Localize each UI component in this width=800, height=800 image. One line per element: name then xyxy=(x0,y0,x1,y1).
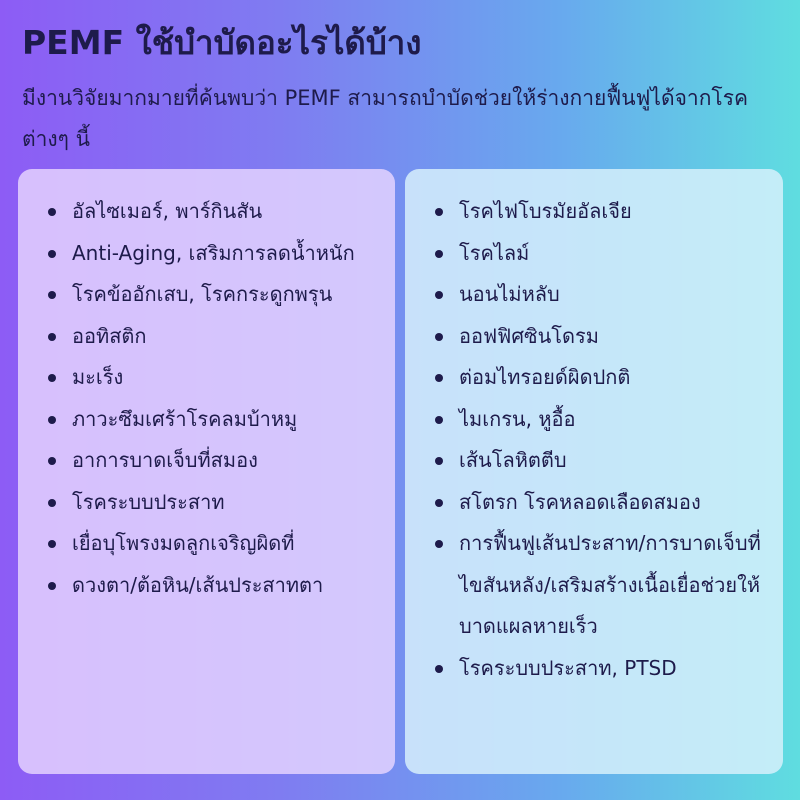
list-item-label: โรคระบบประสาท, PTSD xyxy=(459,655,677,680)
list-item xyxy=(40,565,385,607)
bullet-icon xyxy=(48,457,56,465)
bullet-icon xyxy=(48,540,56,548)
list-item-label: โรคระบบประสาท xyxy=(72,489,225,514)
list-item xyxy=(40,399,385,441)
bullet-icon xyxy=(435,374,443,382)
bullet-icon xyxy=(435,250,443,258)
list-item-label: ภาวะซึมเศร้าโรคลมบ้าหมู xyxy=(72,406,298,431)
bullet-icon xyxy=(435,416,443,424)
list-item xyxy=(40,191,385,233)
list-item-label: ต่อมไทรอยด์ผิดปกติ xyxy=(459,365,631,389)
bullet-icon xyxy=(48,208,56,216)
list-item xyxy=(427,399,773,441)
list-item-label: อาการบาดเจ็บที่สมอง xyxy=(72,448,258,472)
list-item xyxy=(427,523,773,648)
bullet-icon xyxy=(48,499,56,507)
list-item xyxy=(427,482,773,524)
list-item xyxy=(427,233,773,275)
list-item xyxy=(40,523,385,565)
list-item xyxy=(427,316,773,358)
list-item-label: โรคไฟโบรมัยอัลเจีย xyxy=(459,199,632,223)
page-title: PEMF ใช้บำบัดอะไรได้บ้าง xyxy=(22,23,422,62)
list-item xyxy=(427,191,773,233)
bullet-icon xyxy=(48,291,56,299)
list-item xyxy=(40,233,385,275)
right-conditions-list xyxy=(427,191,773,689)
list-item-label: โรคไลม์ xyxy=(459,240,530,265)
list-item-label: เยื่อบุโพรงมดลูกเจริญผิดที่ xyxy=(72,531,295,555)
list-item-label: เส้นโลหิตตีบ xyxy=(459,448,567,472)
list-item-label: ไมเกรน, หูอื้อ xyxy=(459,406,576,431)
bullet-icon xyxy=(435,333,443,341)
bullet-icon xyxy=(435,291,443,299)
bullet-icon xyxy=(48,582,56,590)
bullet-icon xyxy=(48,333,56,341)
left-conditions-card xyxy=(18,169,395,774)
bullet-icon xyxy=(435,457,443,465)
list-item xyxy=(40,316,385,358)
right-conditions-card xyxy=(405,169,783,774)
left-conditions-list xyxy=(40,191,385,606)
page-subtitle: มีงานวิจัยมากมายที่ค้นพบว่า PEMF สามารถบำบัดช่วยให้ร่างกายฟื้นฟูได้จากโรคต่างๆ นี้ xyxy=(22,86,749,151)
list-item-label: Anti-Aging, เสริมการลดน้ำหนัก xyxy=(72,240,355,265)
bullet-icon xyxy=(48,416,56,424)
list-item-label: นอนไม่หลับ xyxy=(459,282,560,306)
list-item-label: ออทิสติก xyxy=(72,323,147,348)
bullet-icon xyxy=(435,665,443,673)
list-item-label: การฟื้นฟูเส้นประสาท/การบาดเจ็บที่ไขสันหลัง/เสริมสร้างเนื้อเยื่อช่วยให้บาดแผลหายเร็ว xyxy=(459,531,761,638)
bullet-icon xyxy=(435,208,443,216)
bullet-icon xyxy=(48,374,56,382)
bullet-icon xyxy=(48,250,56,258)
list-item xyxy=(40,482,385,524)
list-item xyxy=(40,440,385,482)
list-item xyxy=(427,440,773,482)
bullet-icon xyxy=(435,540,443,548)
list-item xyxy=(427,648,773,690)
list-item-label: ออฟฟิศซินโดรม xyxy=(459,323,599,348)
list-item xyxy=(427,274,773,316)
list-item xyxy=(40,274,385,316)
list-item-label: มะเร็ง xyxy=(72,365,124,389)
list-item-label: อัลไซเมอร์, พาร์กินสัน xyxy=(72,199,263,223)
list-item-label: โรคข้ออักเสบ, โรคกระดูกพรุน xyxy=(72,282,333,306)
list-item xyxy=(427,357,773,399)
bullet-icon xyxy=(435,499,443,507)
list-item-label: ดวงตา/ต้อหิน/เส้นประสาทตา xyxy=(72,572,324,597)
list-item-label: สโตรก โรคหลอดเลือดสมอง xyxy=(459,489,701,514)
list-item xyxy=(40,357,385,399)
